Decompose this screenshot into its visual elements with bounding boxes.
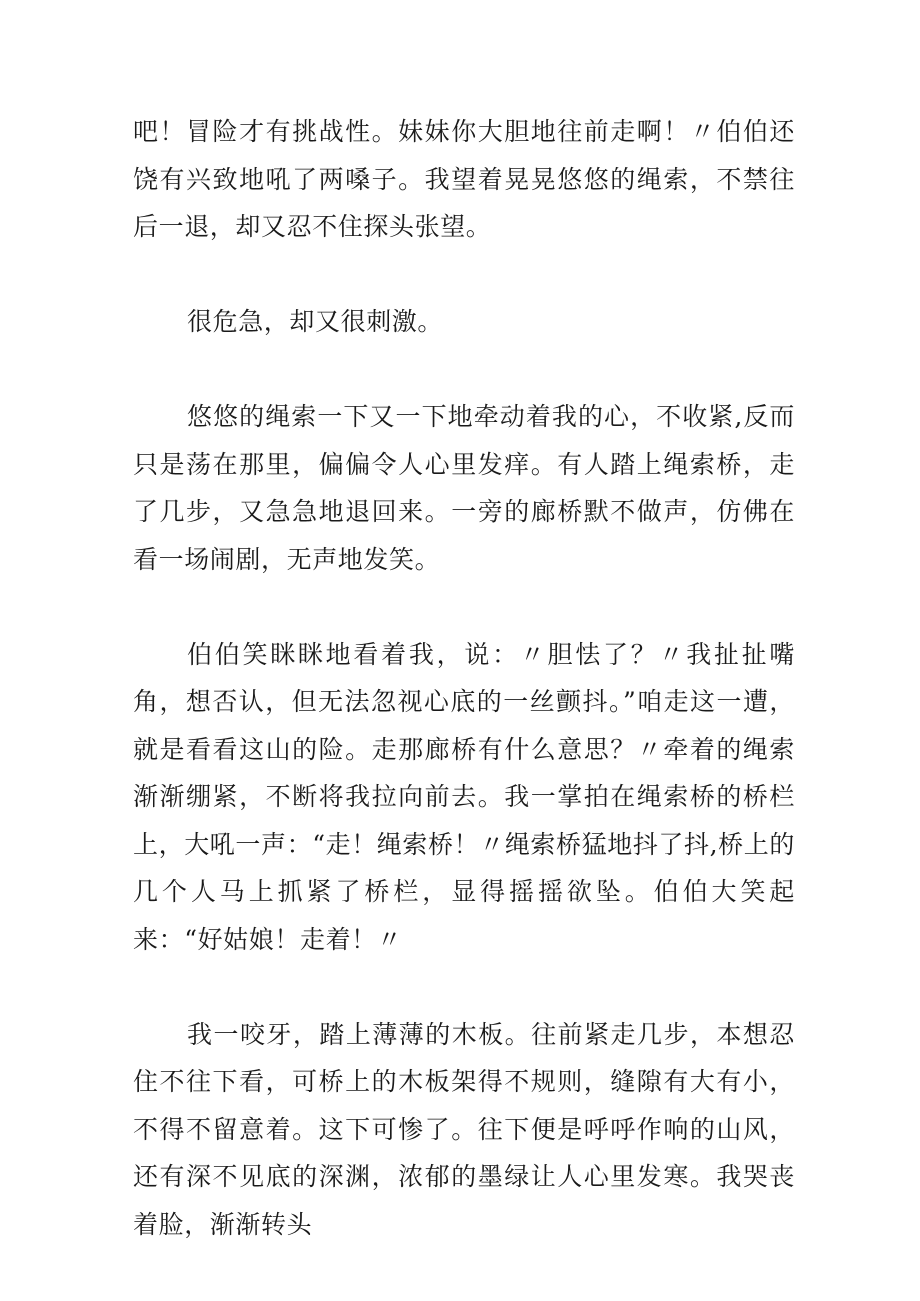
paragraph-4: 伯伯笑眯眯地看着我，说：〃胆怯了？〃我扯扯嘴角，想否认，但无法忽视心底的一丝颤抖。”咱走这一遭，就是看看这山的险。走那廊桥有什么意思？〃牵着的绳索渐渐绷紧，不断将我拉向前去。我一掌拍在绳索桥的桥栏上，大吼一声：“走！绳索桥！〃绳索桥猛地抖了抖,桥上的几个人马上抓紧了桥栏，显得摇摇欲坠。伯伯大笑起来：“好姑娘！走着！〃 [133,639,795,954]
paragraph-1: 吧！冒险才有挑战性。妹妹你大胆地往前走啊！〃伯伯还饶有兴致地吼了两嗓子。我望着晃晃悠悠的绳索，不禁往后一退，却又忍不住探头张望。 [133,117,795,241]
paragraph-3: 悠悠的绳索一下又一下地牵动着我的心，不收紧,反而只是荡在那里，偏偏令人心里发痒。有人踏上绳索桥，走了几步，又急急地退回来。一旁的廊桥默不做声，仿佛在看一场闹剧，无声地发笑。 [133,402,795,574]
document-body [133,108,795,1248]
paragraph-5: 我一咬牙，踏上薄薄的木板。往前紧走几步，本想忍住不往下看，可桥上的木板架得不规则，缝隙有大有小，不得不留意着。这下可惨了。往下便是呼呼作响的山风，还有深不见底的深渊，浓郁的墨绿让人心里发寒。我哭丧着脸，渐渐转头 [133,1019,795,1239]
paragraph-2: 很危急，却又很刺激。 [187,307,444,336]
